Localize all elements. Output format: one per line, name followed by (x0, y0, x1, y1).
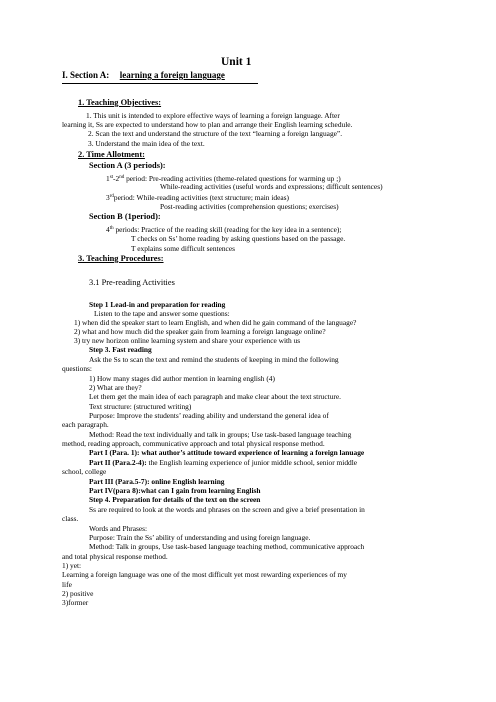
body-line: Text structure: (structured writing) (89, 402, 192, 411)
period-line: Post-reading activities (comprehension questions; exercises) (160, 202, 339, 211)
unit-title: Unit 1 (221, 56, 252, 68)
objectives-heading: 1. Teaching Objectives: (78, 98, 162, 107)
period-line: T explains some difficult sentences (131, 244, 235, 253)
period-line: T checks on Ss’ home reading by asking questions based on the passage. (131, 234, 346, 243)
step-heading: Step 1 Lead-in and preparation for reading (89, 300, 226, 309)
body-line: Method: Read the text individually and talk in groups; Use task-based language teaching (89, 430, 352, 439)
section-heading (62, 70, 225, 81)
body-line: 1) yet: (62, 561, 82, 570)
body-line: Ask the Ss to scan the text and remind the students of keeping in mind the following (89, 355, 339, 364)
period-line: 4th periods: Practice of the reading skill (reading for the key idea in a sentence); (106, 225, 342, 234)
body-line: life (62, 580, 72, 589)
body-line: method, reading approach, communicative approach and total physical response method. (62, 439, 325, 448)
body-line: Part I (Para. 1): what author’s attitude toward experience of learning a foreign lanuage (89, 448, 365, 457)
body-line: 1) How many stages did author mention in learning english (4) (89, 374, 275, 383)
pre-reading-subheading: 3.1 Pre-reading Activities (89, 278, 175, 287)
period-line: 3rdperiod: While-reading activities (text structure; main ideas) (106, 193, 289, 202)
body-line: questions: (62, 364, 92, 373)
body-line: 2) positive (62, 589, 94, 598)
body-line: 2) what and how much did the speaker gain from learning a foreign language online? (74, 327, 326, 336)
body-line: Purpose: Improve the students’ reading ability and understand the general idea of (89, 411, 329, 420)
body-line: 3)former (62, 598, 89, 607)
objective-line: learning it, Ss are expected to understand how to plan and arrange their English learning schedule. (62, 120, 353, 129)
procedures-heading: 3. Teaching Procedures: (78, 254, 164, 263)
body-line: Learning a foreign language was one of the most difficult yet most rewarding experiences of my (62, 570, 347, 579)
body-line: class. (62, 514, 79, 523)
body-line: 2) What are they? (89, 383, 142, 392)
body-line: Listen to the tape and answer some questions: (94, 309, 230, 318)
body-line: Purpose: Train the Ss’ ability of understanding and using foreign language. (89, 533, 311, 542)
body-line: Words and Phrases: (89, 524, 148, 533)
body-line: Ss are required to look at the words and phrases on the screen and give a brief presentation in (89, 505, 365, 514)
body-line: Method: Talk in groups, Use task-based language teaching method, communicative approach (89, 542, 365, 551)
body-line: Part II (Para.2-4): the English learning experience of junior middle school, senior middle (89, 458, 358, 467)
section-topic: learning a foreign language (119, 70, 225, 80)
period-line: 1st-2nd period: Pre-reading activities (theme-related questions for warming up ;) (106, 174, 341, 183)
section-b-periods: Section B (1period): (89, 212, 161, 221)
allotment-heading: 2. Time Allotment: (78, 150, 145, 159)
section-label: I. Section A: (62, 70, 110, 80)
body-line: Let them get the main idea of each paragraph and make clear about the text structure. (89, 392, 341, 401)
body-line: and total physical response method. (62, 552, 168, 561)
objective-line: 1. This unit is intended to explore effective ways of learning a foreign language. After (86, 111, 340, 120)
body-line: school, college (62, 467, 107, 476)
section-a-periods: Section A (3 periods): (89, 161, 166, 170)
body-line: 3) try new horizon online learning system and share your experience with us (74, 336, 301, 345)
step-heading: Step 3. Fast reading (89, 345, 152, 354)
step-heading: Step 4. Preparation for details of the text on the screen (89, 495, 261, 504)
body-line: Part III (Para.5-7): online English learning (89, 477, 225, 486)
body-line: each paragraph. (62, 420, 109, 429)
objective-line: 3. Understand the main idea of the text. (88, 139, 205, 148)
section-heading-underline (62, 83, 258, 84)
objective-line: 2. Scan the text and understand the structure of the text “learning a foreign language”. (88, 129, 343, 138)
period-line: While-reading activities (useful words and expressions; difficult sentences) (160, 182, 383, 191)
body-line: Part IV(para 8):what can I gain from learning English (89, 486, 261, 495)
body-line: 1) when did the speaker start to learn English, and when did he gain command of the language? (74, 318, 357, 327)
